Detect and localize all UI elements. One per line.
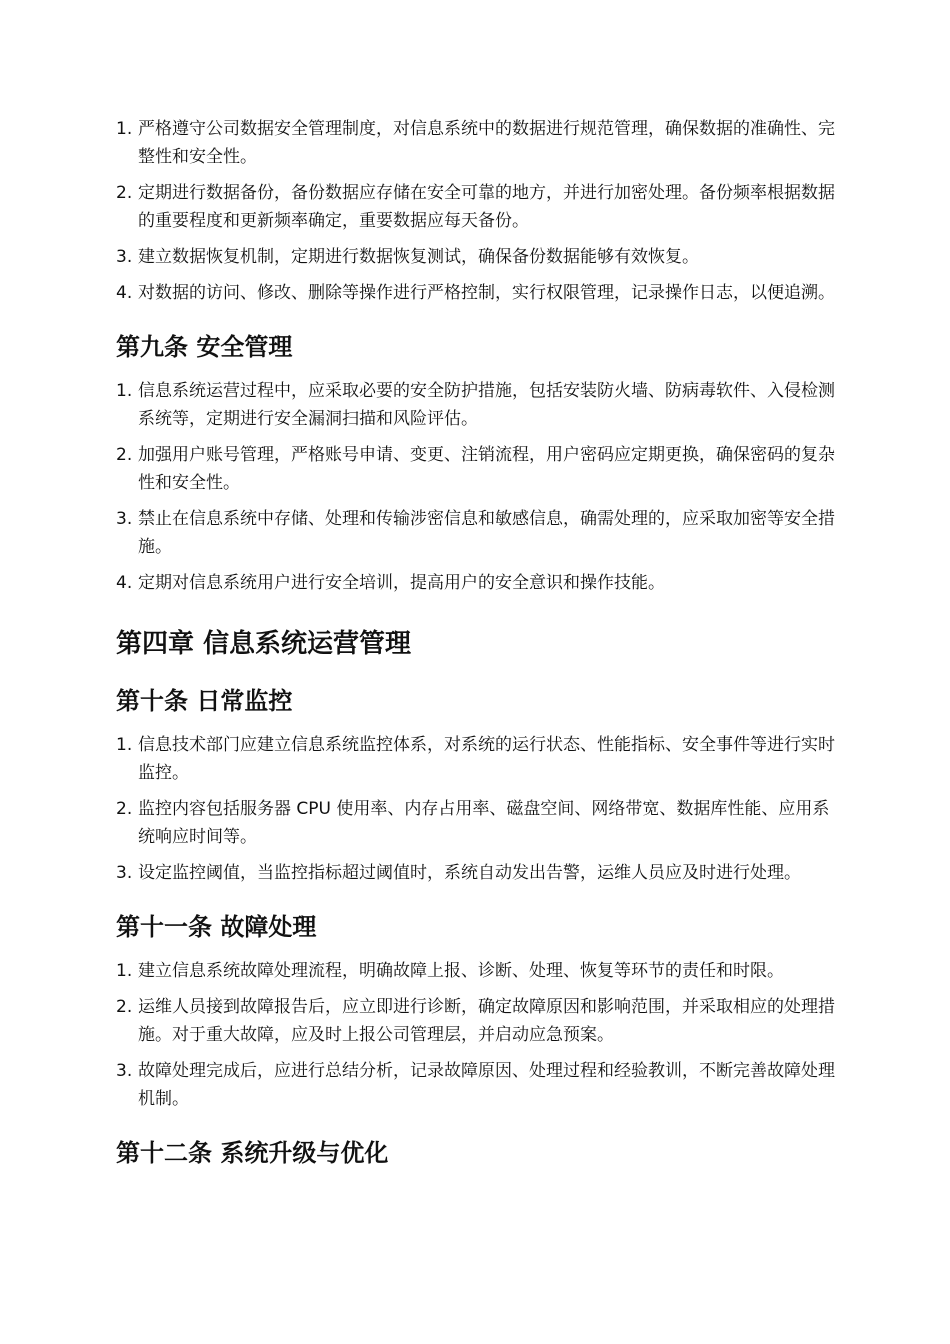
item-text: 信息技术部门应建立信息系统监控体系，对系统的运行状态、性能指标、安全事件等进行实时监控。 xyxy=(138,735,835,783)
item-text: 禁止在信息系统中存储、处理和传输涉密信息和敏感信息，确需处理的，应采取加密等安全措施。 xyxy=(138,509,835,557)
data-security-list xyxy=(116,115,840,307)
article-9-heading: 第九条 安全管理 xyxy=(116,333,293,361)
item-text: 设定监控阈值，当监控指标超过阈值时，系统自动发出告警，运维人员应及时进行处理。 xyxy=(138,863,801,883)
list-item xyxy=(116,731,840,787)
item-number: 3. xyxy=(116,1061,133,1081)
item-text: 故障处理完成后，应进行总结分析，记录故障原因、处理过程和经验教训，不断完善故障处理机制。 xyxy=(138,1061,835,1109)
list-item xyxy=(116,377,840,433)
item-text: 建立信息系统故障处理流程，明确故障上报、诊断、处理、恢复等环节的责任和时限。 xyxy=(138,961,784,981)
list-item xyxy=(116,279,840,307)
list-item xyxy=(116,1057,840,1113)
item-number: 1. xyxy=(116,381,133,401)
item-number: 2. xyxy=(116,997,133,1017)
article-11-heading: 第十一条 故障处理 xyxy=(116,913,317,941)
item-text: 定期对信息系统用户进行安全培训，提高用户的安全意识和操作技能。 xyxy=(138,573,665,593)
item-number: 2. xyxy=(116,445,133,465)
item-text: 加强用户账号管理，严格账号申请、变更、注销流程，用户密码应定期更换，确保密码的复杂性和安全性。 xyxy=(138,445,835,493)
list-item xyxy=(116,993,840,1049)
list-item xyxy=(116,441,840,497)
article-10-list xyxy=(116,731,840,887)
item-number: 1. xyxy=(116,961,133,981)
article-11-list xyxy=(116,957,840,1113)
list-item xyxy=(116,179,840,235)
item-number: 3. xyxy=(116,247,133,267)
item-number: 1. xyxy=(116,119,133,139)
article-9-list xyxy=(116,377,840,597)
item-number: 2. xyxy=(116,799,133,819)
chapter-4-heading: 第四章 信息系统运营管理 xyxy=(116,629,412,659)
list-item xyxy=(116,505,840,561)
item-number: 4. xyxy=(116,283,133,303)
list-item xyxy=(116,957,840,985)
item-number: 3. xyxy=(116,509,133,529)
item-text: 监控内容包括服务器 CPU 使用率、内存占用率、磁盘空间、网络带宽、数据库性能、应用系统响应时间等。 xyxy=(138,799,830,847)
article-10-heading: 第十条 日常监控 xyxy=(116,687,293,715)
item-number: 2. xyxy=(116,183,133,203)
article-12-heading: 第十二条 系统升级与优化 xyxy=(116,1139,389,1167)
list-item xyxy=(116,243,840,271)
list-item xyxy=(116,795,840,851)
item-number: 4. xyxy=(116,573,133,593)
item-text: 建立数据恢复机制，定期进行数据恢复测试，确保备份数据能够有效恢复。 xyxy=(138,247,699,267)
item-text: 对数据的访问、修改、删除等操作进行严格控制，实行权限管理，记录操作日志，以便追溯。 xyxy=(138,283,835,303)
item-number: 1. xyxy=(116,735,133,755)
list-item xyxy=(116,859,840,887)
item-text: 运维人员接到故障报告后，应立即进行诊断，确定故障原因和影响范围，并采取相应的处理措施。对于重大故障，应及时上报公司管理层，并启动应急预案。 xyxy=(138,997,835,1045)
item-text: 严格遵守公司数据安全管理制度，对信息系统中的数据进行规范管理，确保数据的准确性、完整性和安全性。 xyxy=(138,119,835,167)
item-text: 定期进行数据备份，备份数据应存储在安全可靠的地方，并进行加密处理。备份频率根据数据的重要程度和更新频率确定，重要数据应每天备份。 xyxy=(138,183,835,231)
list-item xyxy=(116,569,840,597)
list-item xyxy=(116,115,840,171)
item-text: 信息系统运营过程中，应采取必要的安全防护措施，包括安装防火墙、防病毒软件、入侵检测系统等，定期进行安全漏洞扫描和风险评估。 xyxy=(138,381,835,429)
item-number: 3. xyxy=(116,863,133,883)
